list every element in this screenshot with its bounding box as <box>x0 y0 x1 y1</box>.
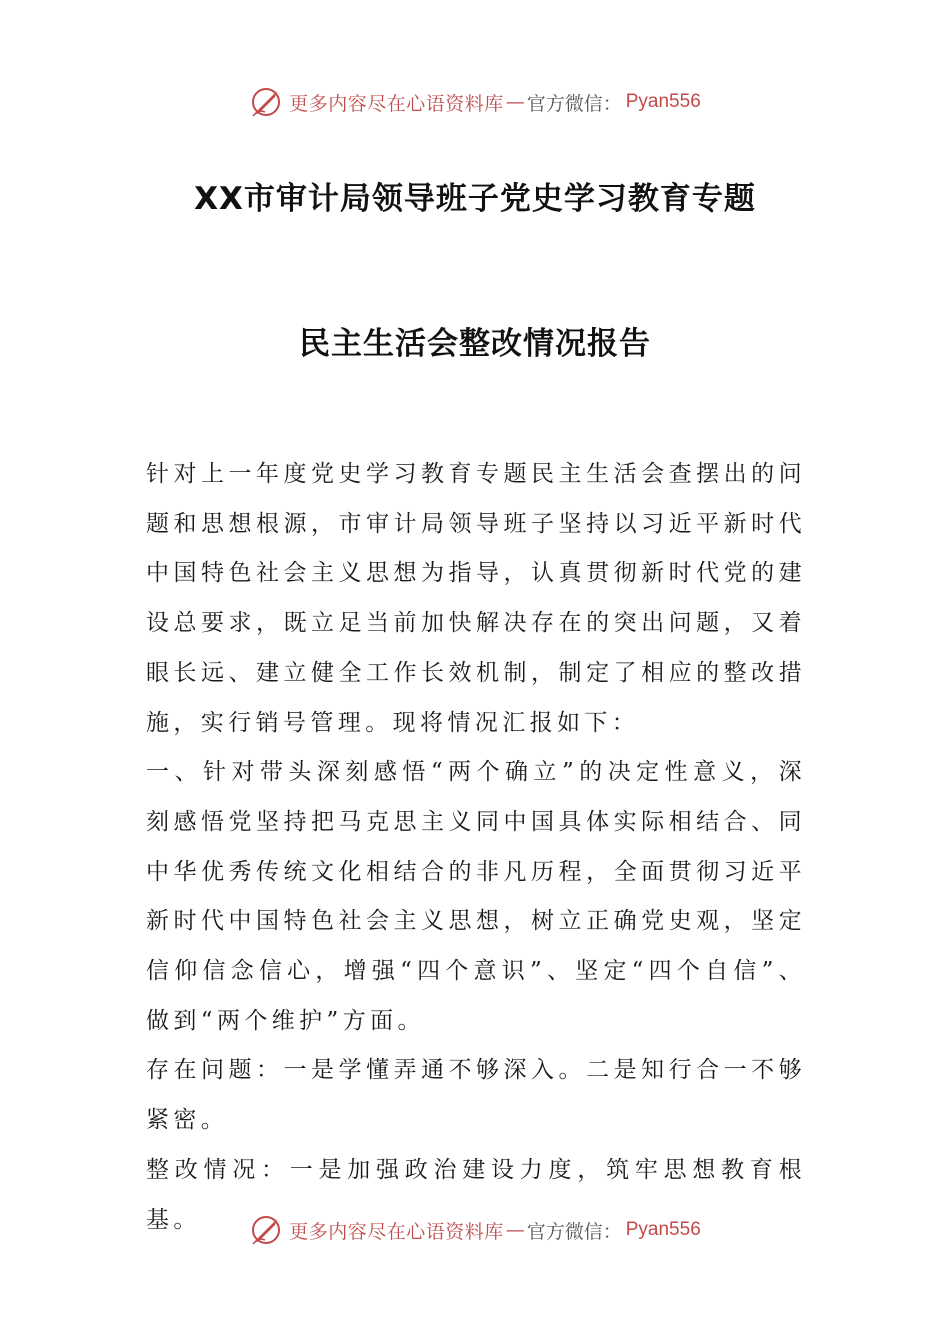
banner-wechat-id: Pyan556 <box>625 91 701 112</box>
rectification-paragraph: 整改情况：一是加强政治建设力度，筑牢思想教育根基。 <box>146 1156 806 1233</box>
intro-paragraph: 针对上一年度党史学习教育专题民主生活会查摆出的问题和思想根源，市审计局领导班子坚持以习近平新时代中国特色社会主义思想为指导，认真贯彻新时代党的建设总要求，既立足当前加快解决存在的突出问题，又着眼长远、建立健全工作长效机制，制定了相应的整改措施，实行销号管理。现将情况汇报如下： <box>146 461 806 736</box>
header-watermark-banner <box>0 82 950 122</box>
pen-logo-icon <box>249 1213 283 1247</box>
banner-dash: — <box>505 91 525 113</box>
problems-paragraph: 存在问题：一是学懂弄通不够深入。二是知行合一不够紧密。 <box>146 1057 806 1134</box>
pen-logo-icon <box>249 85 283 119</box>
banner-wechat-id: Pyan556 <box>625 1219 701 1240</box>
banner-site-text: 更多内容尽在心语资料库 <box>289 1220 504 1243</box>
banner-wechat-label: 官方微信： <box>526 1220 622 1243</box>
banner-site-text: 更多内容尽在心语资料库 <box>289 92 504 115</box>
footer-watermark-banner <box>0 1210 950 1250</box>
banner-dash: — <box>505 1219 525 1241</box>
document-body <box>146 450 806 1245</box>
document-title-line-1: XX市审计局领导班子党史学习教育专题 <box>194 181 756 217</box>
document-title-line-2: 民主生活会整改情况报告 <box>299 326 651 362</box>
section-one-paragraph: 一、针对带头深刻感悟“两个确立”的决定性意义，深刻感悟党坚持把马克思主义同中国具体实际相结合、同中华优秀传统文化相结合的非凡历程，全面贯彻习近平新时代中国特色社会主义思想，树立正确党史观，坚定信仰信念信心，增强“四个意识”、坚定“四个自信”、做到“两个维护”方面。 <box>146 759 806 1034</box>
banner-wechat-label: 官方微信： <box>526 92 622 115</box>
